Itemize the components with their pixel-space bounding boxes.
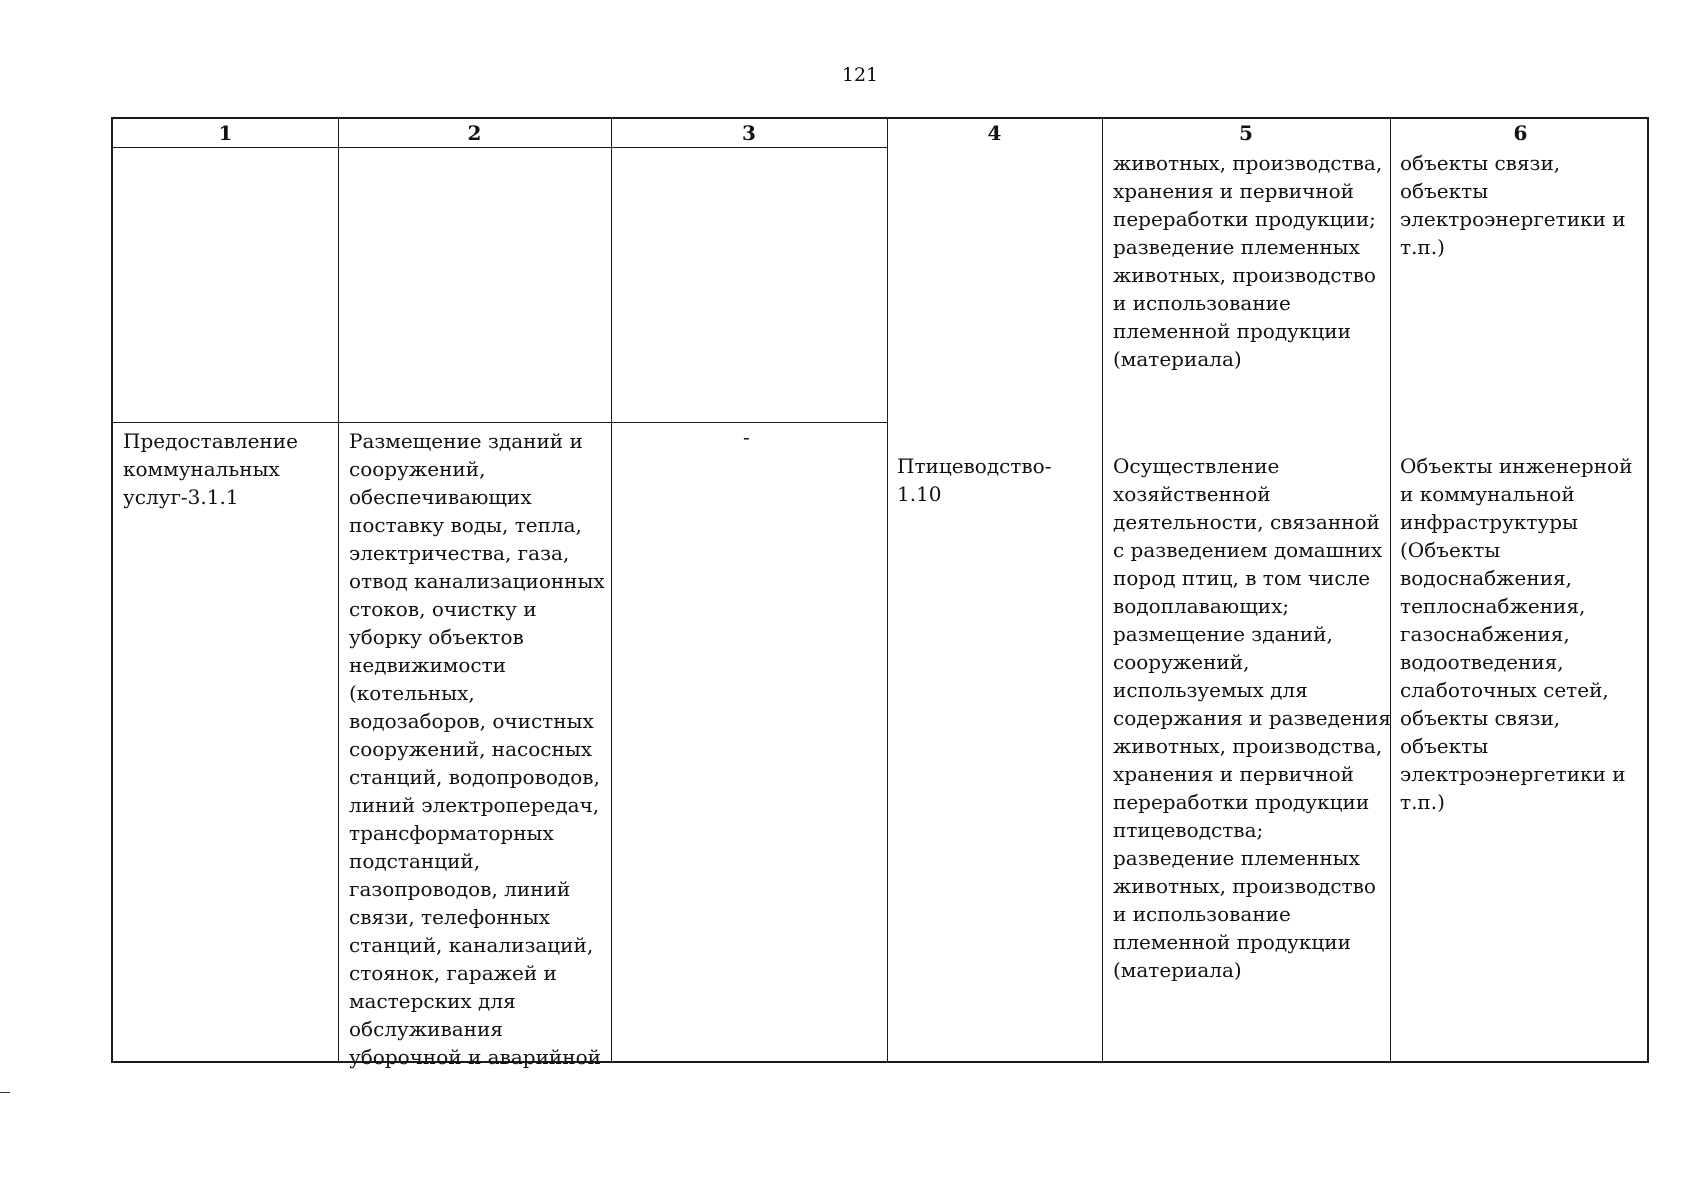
related-description-cell: Осуществление хозяйственной деятельности, связанной с разведением домашних пород птиц, в том числе водоплавающих; размещение зданий, сооружений, используемых для содержания и разведения животных, производства, хранения и первичной переработки продукции птицеводства; разведение племенных животных, производство и использование племенной продукции (материала) <box>1113 454 1391 982</box>
column-divider <box>1102 119 1103 1061</box>
column-divider <box>338 119 339 1061</box>
continued-objects-cell: объекты связи, объекты электроэнергетики и т.п.) <box>1400 151 1626 259</box>
header-col-5: 5 <box>1239 121 1253 145</box>
permitted-use-table <box>111 117 1649 1069</box>
column-divider <box>887 119 888 1061</box>
header-col-1: 1 <box>218 121 233 145</box>
use-type-cell: Предоставление коммунальных услуг-3.1.1 <box>123 429 298 509</box>
scan-mark <box>0 1092 10 1093</box>
header-divider <box>113 147 887 148</box>
header-col-3: 3 <box>742 121 756 145</box>
column-divider <box>611 119 612 1061</box>
related-objects-cell: Объекты инженерной и коммунальной инфраструктуры (Объекты водоснабжения, теплоснабжения, газоснабжения, водоотведения, слаботочных сетей, объекты связи, объекты электроэнергетики и т.п.) <box>1400 454 1633 814</box>
header-col-6: 6 <box>1513 121 1528 145</box>
continued-description-cell: животных, производства, хранения и первичной переработки продукции; разведение племенных животных, производство и использование племенной продукции (материала) <box>1113 151 1383 371</box>
header-col-2: 2 <box>467 121 482 145</box>
related-use-cell: Птицеводство- 1.10 <box>897 454 1052 506</box>
row-divider <box>113 422 887 423</box>
use-description-cell: Размещение зданий и сооружений, обеспечивающих поставку воды, тепла, электричества, газа, отвод канализационных стоков, очистку и уборку объектов недвижимости (котельных, водозаборов, очистных сооружений, насосных станций, водопроводов, линий электропередач, трансформаторных подстанций, газопроводов, линий связи, телефонных станций, канализаций, стоянок, гаражей и мастерских для обслуживания уборочной и аварийной <box>349 429 605 1069</box>
header-col-4: 4 <box>987 121 1002 145</box>
page-number: 121 <box>841 64 879 86</box>
empty-value-dash: - <box>743 425 750 449</box>
